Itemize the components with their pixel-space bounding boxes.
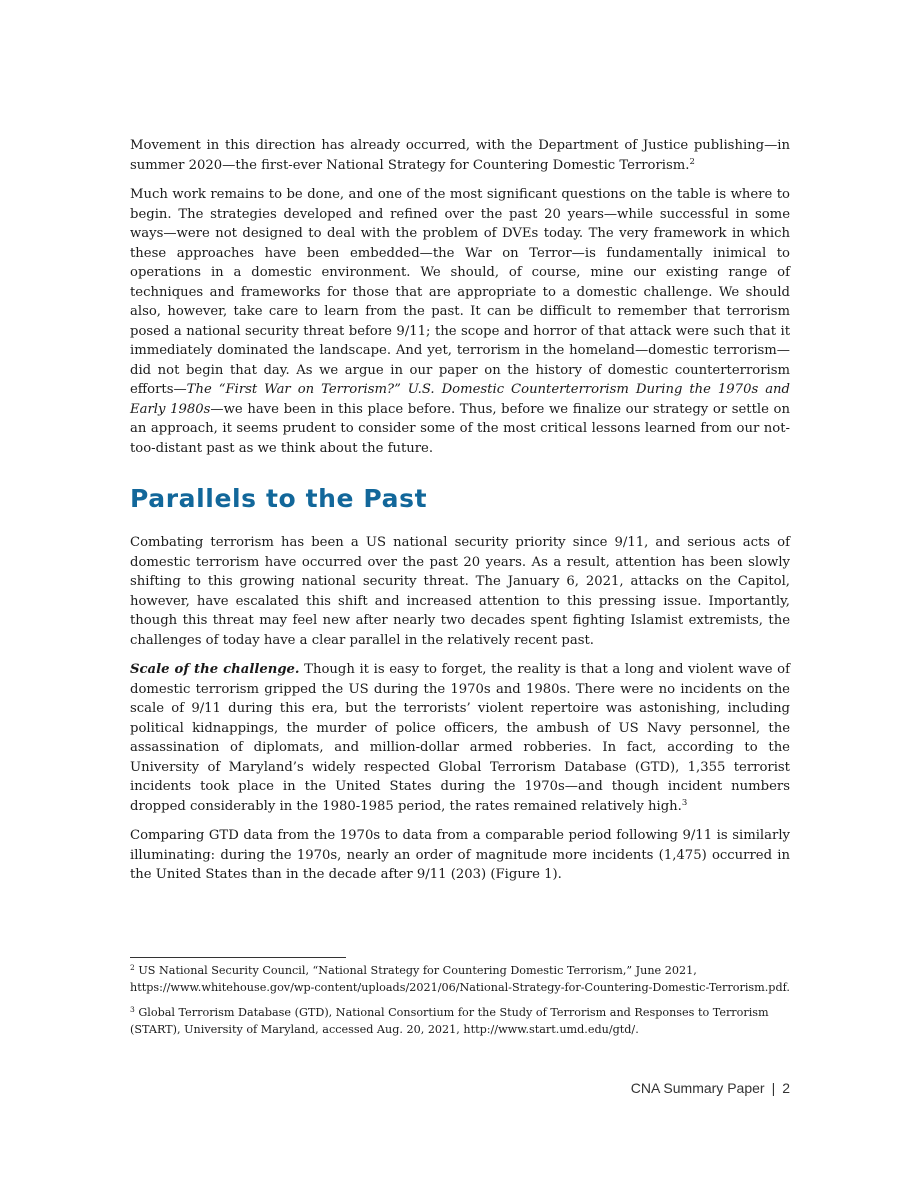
footer-separator: | [771, 1080, 776, 1096]
lead-in-bold-italic: Scale of the challenge. [130, 662, 300, 677]
footnote-divider [130, 957, 346, 958]
footnote-text: US National Security Council, “National Strategy for Countering Domestic Terrorism,” June 2021, https://www.whitehouse.gov/wp-content/uploads/2021/06/National-Strategy-for-Countering-Domestic-Terrorism.pdf. [130, 964, 790, 994]
main-content [130, 136, 790, 895]
footnote-number: 3 [130, 1005, 135, 1014]
paragraph-text: Movement in this direction has already occurred, with the Department of Justice publishing—in summer 2020—the first-ever National Strategy for Countering Domestic Terrorism. [130, 138, 790, 173]
paragraph-text: Though it is easy to forget, the reality is that a long and violent wave of domestic terrorism gripped the US during the 1970s and 1980s. There were no incidents on the scale of 9/11 during this era, but the terrorists’ violent repertoire was astonishing, including political kidnappings, the murder of police officers, the ambush of US Navy personnel, the assassination of diplomats, and million-dollar armed robberies. In fact, according to the University of Maryland’s widely respected Global Terrorism Database (GTD), 1,355 terrorist incidents took place in the United States during the 1970s—and though incident numbers dropped considerably in the 1980-1985 period, the rates remained relatively high. [130, 662, 790, 814]
paragraph-text: Much work remains to be done, and one of the most significant questions on the table is where to begin. The strategies developed and refined over the past 20 years—while successful in some ways—were not designed to deal with the problem of DVEs today. The very framework in which these approaches have been embedded—the War on Terror—is fundamentally inimical to operations in a domestic environment. We should, of course, mine our existing range of techniques and frameworks for those that are appropriate to a domestic challenge. We should also, however, take care to learn from the past. It can be difficult to remember that terrorism posed a national security threat before 9/11; the scope and horror of that attack were such that it immediately dominated the landscape. And yet, terrorism in the homeland—domestic terrorism—did not begin that day. As we argue in our paper on the history of domestic counterterrorism efforts— [130, 187, 790, 397]
footnote-ref[interactable]: 3 [681, 797, 688, 808]
footnotes [130, 963, 790, 1047]
page-footer [631, 1080, 790, 1096]
footnote-item [130, 963, 790, 996]
paragraph-intro [130, 136, 790, 175]
page-number: 2 [782, 1080, 790, 1096]
paragraph-text: Combating terrorism has been a US national security priority since 9/11, and serious acts of domestic terrorism have occurred over the past 20 years. As a result, attention has been slowly shifting to this growing national security threat. The January 6, 2021, attacks on the Capitol, however, have escalated this shift and increased attention to this pressing issue. Importantly, though this threat may feel new after nearly two decades spent fighting Islamist extremists, the challenges of today have a clear parallel in the relatively recent past. [130, 535, 790, 648]
footnote-number: 2 [130, 963, 135, 972]
footer-label: CNA Summary Paper [630, 1080, 765, 1096]
paragraph-scale [130, 660, 790, 816]
paragraph-work-remains [130, 185, 790, 458]
footnote-item [130, 1005, 790, 1038]
footnote-ref[interactable]: 2 [689, 156, 695, 167]
paragraph-combating [130, 533, 790, 650]
paper-title-italic: The “First War on Terrorism?” U.S. Domestic Counterterrorism During the 1970s and Early 1980s [130, 382, 790, 417]
paragraph-text: —we have been in this place before. Thus, before we finalize our strategy or settle on an approach, it seems prudent to consider some of the most critical lessons learned from our not-too-distant past as we think about the future. [130, 401, 790, 456]
section-heading: Parallels to the Past [130, 484, 428, 513]
paragraph-comparing [130, 826, 790, 885]
footnote-text: Global Terrorism Database (GTD), National Consortium for the Study of Terrorism and Responses to Terrorism (START), University of Maryland, accessed Aug. 20, 2021, http://www.start.umd.edu/gtd/. [130, 1006, 769, 1036]
paragraph-text: Comparing GTD data from the 1970s to data from a comparable period following 9/11 is similarly illuminating: during the 1970s, nearly an order of magnitude more incidents (1,475) occurred in the United States than in the decade after 9/11 (203) (Figure 1). [130, 828, 790, 882]
